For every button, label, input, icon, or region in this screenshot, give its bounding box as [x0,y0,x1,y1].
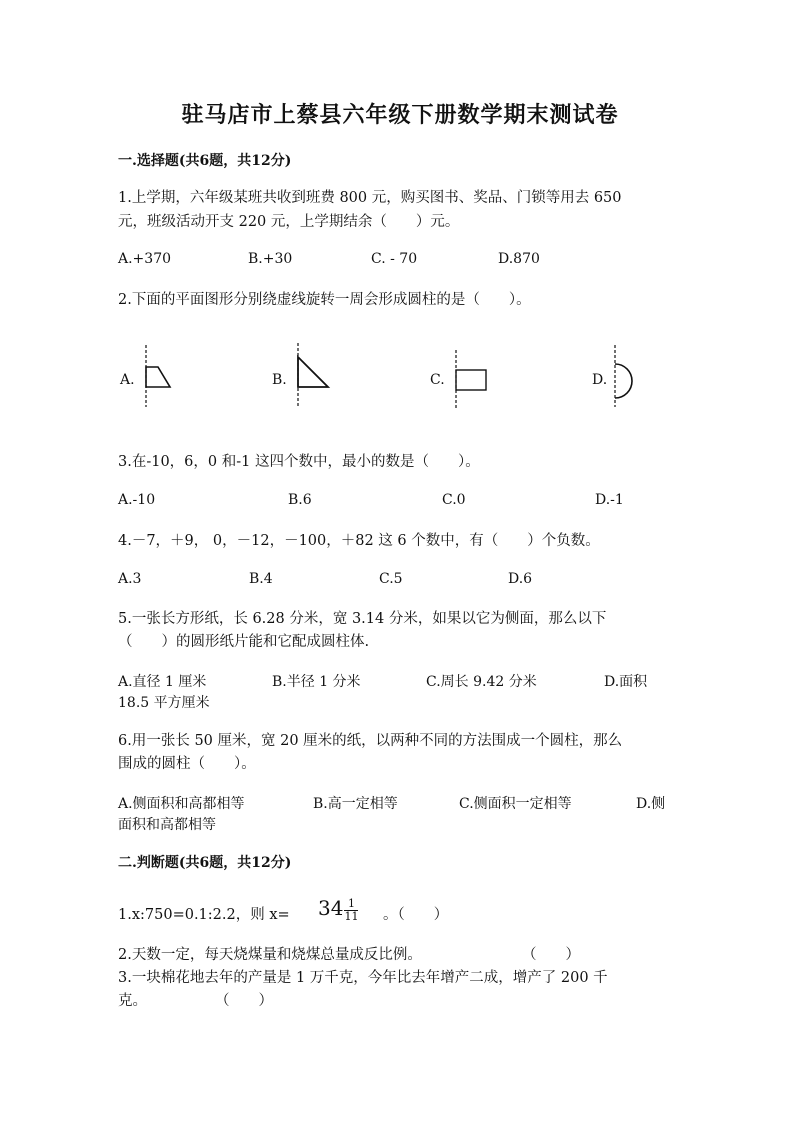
q1-option-c: C. - 70 [371,251,418,267]
q6-option-a: A.侧面积和高都相等 [118,796,245,812]
q6-option-d-continued: 面积和高都相等 [118,817,216,833]
q3-option-b: B.6 [288,492,312,508]
judgment-3-blank: （ ） [215,993,273,1009]
question-6-line-1: 6.用一张长 50 厘米，宽 20 厘米的纸，以两种不同的方法围成一个圆柱，那么 [118,733,623,749]
q6-option-b: B.高一定相等 [313,796,398,812]
figure-rectangle [448,350,492,410]
question-1-line-1: 1.上学期，六年级某班共收到班费 800 元，购买图书、奖品、门锁等用去 650 [118,190,622,206]
page-title: 驻马店市上蔡县六年级下册数学期末测试卷 [181,102,619,128]
fraction-denominator: 11 [344,910,359,923]
mixed-number-whole: 34 [318,896,344,920]
q4-option-b: B.4 [249,571,273,587]
figure-right-triangle [290,343,334,409]
q4-option-c: C.5 [379,571,403,587]
q4-option-a: A.3 [118,571,142,587]
judgment-1-suffix: 。（ ） [383,907,449,923]
q5-option-d-continued: 18.5 平方厘米 [118,695,210,711]
q3-option-c: C.0 [442,492,466,508]
question-3-text: 3.在-10，6，0 和-1 这四个数中，最小的数是（ ）。 [118,454,480,470]
question-5-line-1: 5.一张长方形纸，长 6.28 分米，宽 3.14 分米，如果以它为侧面，那么以下 [118,611,607,627]
section-heading-choice: 一.选择题(共6题，共12分) [118,153,292,169]
fraction-numerator: 1 [344,898,358,911]
q6-option-c: C.侧面积一定相等 [459,796,572,812]
question-1-line-2: 元，班级活动开支 220 元，上学期结余（ ）元。 [118,214,460,230]
q4-option-d: D.6 [508,571,533,587]
judgment-2-blank: （ ） [522,947,580,963]
q6-option-d: D.侧 [636,796,666,812]
judgment-3-line-1: 3.一块棉花地去年的产量是 1 万千克，今年比去年增产二成，增产了 200 千 [118,970,608,986]
question-2-text: 2.下面的平面图形分别绕虚线旋转一周会形成圆柱的是（ ）。 [118,292,531,308]
question-4-text: 4.－7，＋9， 0，－12，－100，＋82 这 6 个数中，有（ ）个负数。 [118,533,600,549]
fraction [344,898,358,923]
mixed-number-34-1-11 [318,896,358,923]
q5-option-c: C.周长 9.42 分米 [426,674,537,690]
judgment-3-line-2: 克。 [118,993,147,1009]
q3-option-a: A.-10 [118,492,156,508]
q2-option-b: B. [272,372,287,388]
figure-semicircle [608,345,644,409]
figure-trapezoid [136,345,176,409]
q1-option-b: B.+30 [248,251,293,267]
question-5-line-2: （ ）的圆形纸片能和它配成圆柱体. [118,634,370,650]
q2-option-c: C. [430,372,445,388]
judgment-2-text: 2.天数一定，每天烧煤量和烧煤总量成反比例。 [118,947,422,963]
section-heading-judgment: 二.判断题(共6题，共12分) [118,855,292,871]
q5-option-a: A.直径 1 厘米 [118,674,207,690]
q2-option-d: D. [592,372,608,388]
q2-option-a: A. [120,372,135,388]
question-6-line-2: 围成的圆柱（ ）。 [118,756,256,772]
q5-option-d: D.面积 [604,674,648,690]
q3-option-d: D.-1 [595,492,624,508]
q5-option-b: B.半径 1 分米 [272,674,361,690]
q1-option-a: A.+370 [118,251,172,267]
q1-option-d: D.870 [498,251,540,267]
judgment-1-prefix: 1.x:750=0.1:2.2，则 x= [118,907,290,923]
